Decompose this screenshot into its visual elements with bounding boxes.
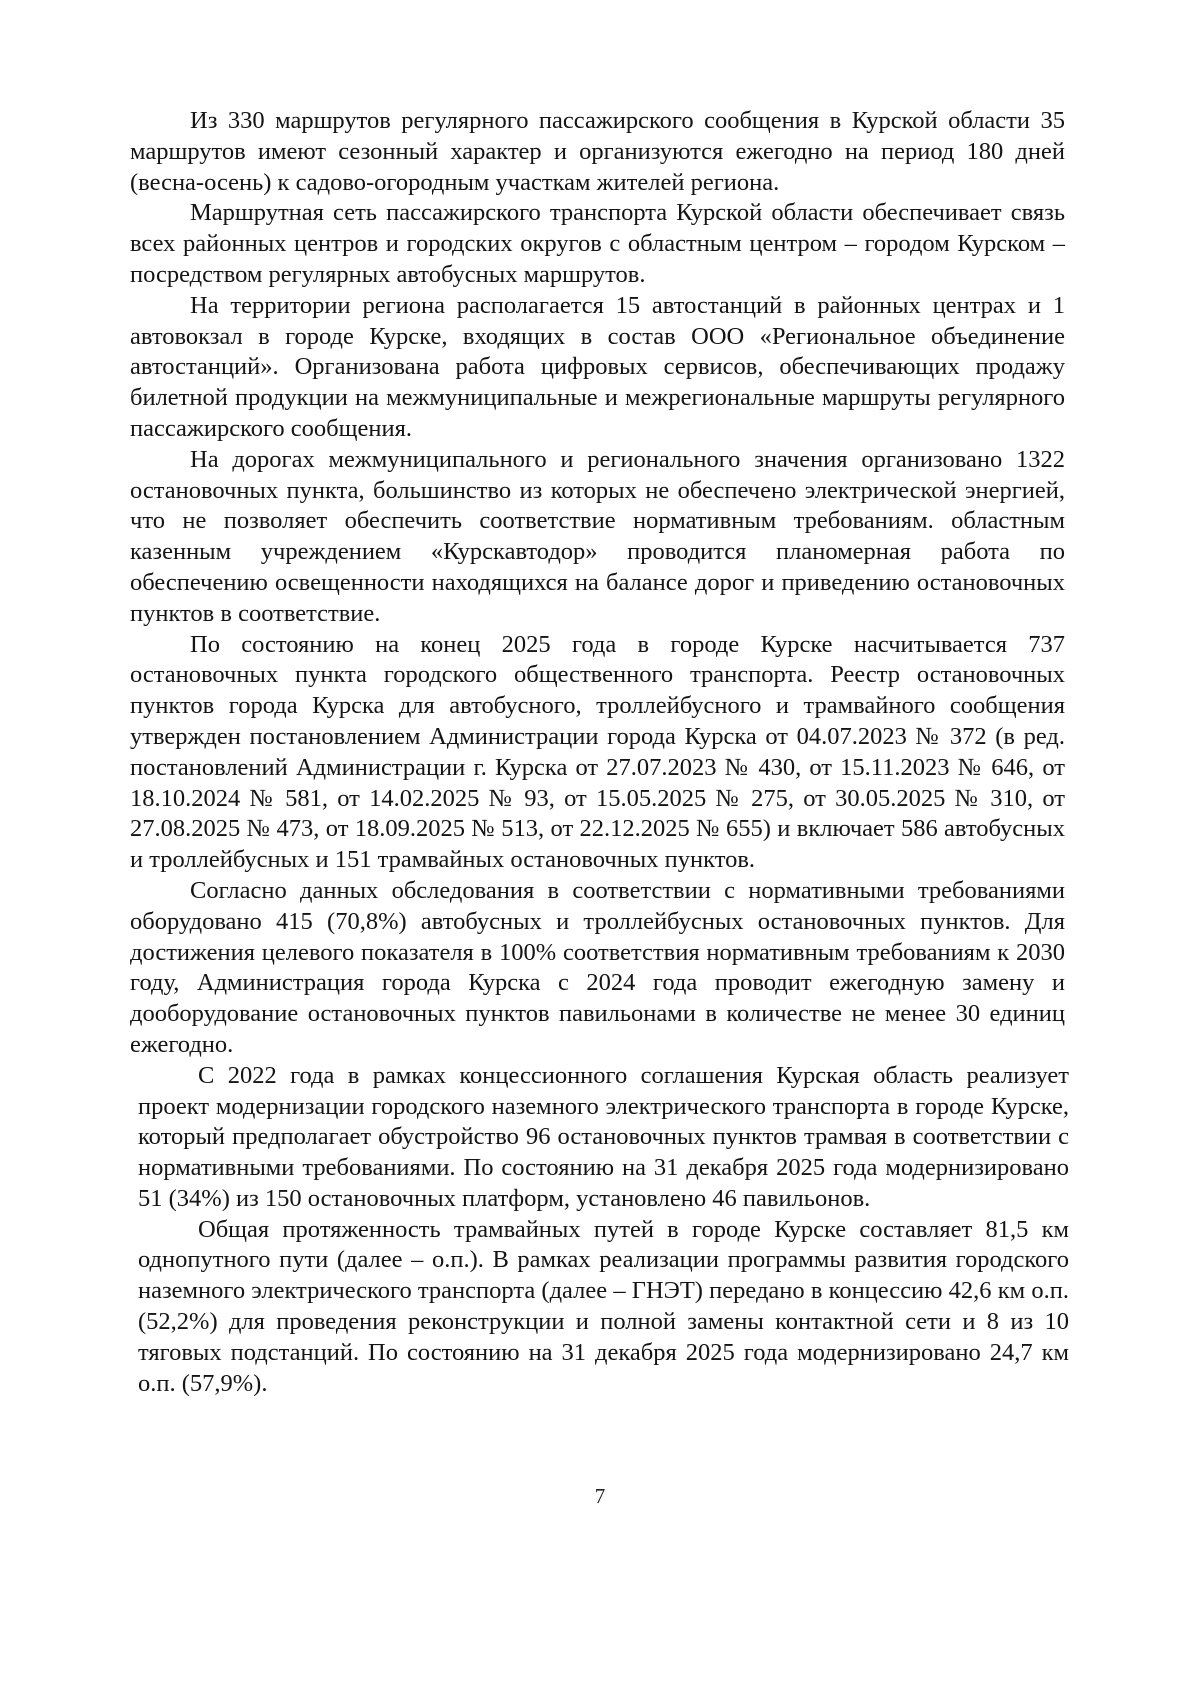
paragraph-route-network: Маршрутная сеть пассажирского транспорта Курской области обеспечивает связь всех районных центров и городских округов с областным центром – городом Курском – посредством регулярных автобусных маршрутов. (130, 199, 1065, 288)
paragraph-stops-survey: Согласно данных обследования в соответствии с нормативными требованиями оборудовано 415 (70,8%) автобусных и троллейбусных остановочных пунктов. Для достижения целевого показателя в 100% соответствия нормативным требованиям к 2030 году, Администрация города Курска с 2024 года проводит ежегодную замену и дооборудование остановочных пунктов павильонами в количестве не менее 30 единиц ежегодно. (130, 876, 1065, 1058)
paragraph-tram-concession: С 2022 года в рамках концессионного соглашения Курская область реализует проект модернизации городского наземного электрического транспорта в городе Курске, который предполагает обустройство 96 остановочных пунктов трамвая в соответствии с нормативными требованиями. По состоянию на 31 декабря 2025 года модернизировано 51 (34%) из 150 остановочных платформ, установлено 46 павильонов. (138, 1061, 1069, 1212)
paragraph-bus-stations: На территории региона располагается 15 автостанций в районных центрах и 1 автовокзал в городе Курске, входящих в состав ООО «Региональное объединение автостанций». Организована работа цифровых сервисов, обеспечивающих продажу билетной продукции на межмуниципальные и межрегиональные маршруты регулярного пассажирского сообщения. (130, 291, 1065, 442)
page-number: 7 (594, 1484, 606, 1508)
paragraph-seasonal-routes: Из 330 маршрутов регулярного пассажирского сообщения в Курской области 35 маршрутов имеют сезонный характер и организуются ежегодно на период 180 дней (весна-осень) к садово-огородным участкам жителей региона. (130, 107, 1065, 196)
paragraph-kursk-stops-registry: По состоянию на конец 2025 года в городе Курске насчитывается 737 остановочных пункта городского общественного транспорта. Реестр остановочных пунктов города Курска для автобусного, троллейбусного и трамвайного сообщения утвержден постановлением Администрации города Курска от 04.07.2023 № 372 (в ред. постановлений Администрации г. Курска от 27.07.2023 № 430, от 15.11.2023 № 646, от 18.10.2024 № 581, от 14.02.2025 № 93, от 15.05.2025 № 275, от 30.05.2025 № 310, от 27.08.2025 № 473, от 18.09.2025 № 513, от 22.12.2025 № 655) и включает 586 автобусных и троллейбусных и 151 трамвайных остановочных пунктов. (130, 630, 1065, 874)
paragraph-tram-tracks: Общая протяженность трамвайных путей в городе Курске составляет 81,5 км однопутного пути (далее – о.п.). В рамках реализации программы развития городского наземного электрического транспорта (далее – ГНЭТ) передано в концессию 42,6 км о.п. (52,2%) для проведения реконструкции и полной замены контактной сети и 8 из 10 тяговых подстанций. По состоянию на 31 декабря 2025 года модернизировано 24,7 км о.п. (57,9%). (138, 1215, 1069, 1397)
paragraph-regional-stops: На дорогах межмуниципального и регионального значения организовано 1322 остановочных пункта, большинство из которых не обеспечено электрической энергией, что не позволяет обеспечить соответствие нормативным требованиям. областным казенным учреждением «Курскавтодор» проводится планомерная работа по обеспечению освещенности находящихся на балансе дорог и приведению остановочных пунктов в соответствие. (130, 445, 1065, 627)
document-body (130, 106, 1069, 1399)
